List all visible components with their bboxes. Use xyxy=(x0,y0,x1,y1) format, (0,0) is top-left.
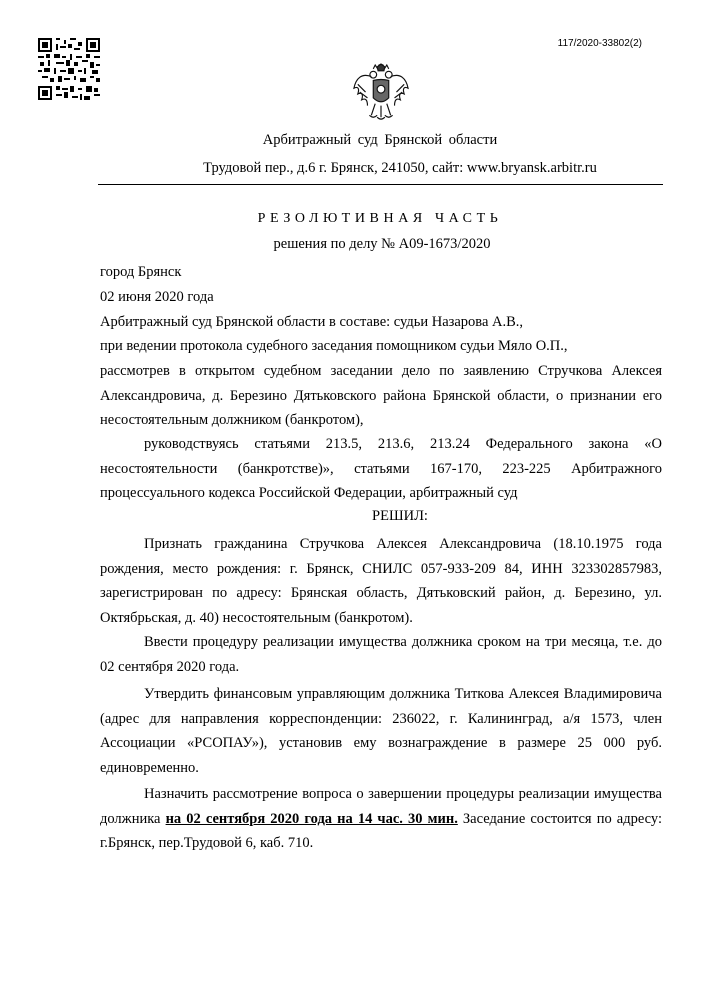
decision-hearing-schedule xyxy=(100,782,662,856)
court-composition: Арбитражный суд Брянской области в составе: судьи Назарова А.В., xyxy=(100,314,524,330)
decision-financial-manager: Утвердить финансовым управляющим должника Титкова Алексея Владимировича (адрес для направления корреспонденции: 236022, г. Калининград, а/я 1573, член Ассоциации «РСОПАУ»), установив ему вознаграждение в размере 25 000 руб. единовременно. xyxy=(100,686,662,776)
qr-code-icon xyxy=(38,38,100,100)
resolved-heading: РЕШИЛ: xyxy=(372,508,428,524)
hearing-datetime-highlight: на 02 сентября 2020 года на 14 час. 30 мин. xyxy=(165,810,458,827)
document-subtitle: решения по делу № А09-1673/2020 xyxy=(273,236,491,252)
decision-procedure-term: Ввести процедуру реализации имущества должника сроком на три месяца, т.е. до 02 сентября 2020 года. xyxy=(100,634,662,675)
russian-coat-of-arms-icon xyxy=(352,63,410,125)
document-reference-number: 117/2020-33802(2) xyxy=(557,38,642,49)
decision-bankruptcy: Признать гражданина Стручкова Алексея Александровича (18.10.1975 года рождения, место рождения: г. Брянск, СНИЛС 057-933-209 84, ИНН 323302857983, зарегистрирован по адресу: Брянская область, Дятьковский район, д. Березино, ул. Октябрьская, д. 40) несостоятельным (банкротом). xyxy=(100,536,662,626)
protocol-clerk: при ведении протокола судебного заседания помощником судьи Мяло О.П., xyxy=(100,338,568,354)
court-address: Трудовой пер., д.6 г. Брянск, 241050, сайт: www.bryansk.arbitr.ru xyxy=(203,160,597,176)
city: город Брянск xyxy=(100,264,182,280)
court-name: Арбитражный суд Брянской области xyxy=(262,132,498,148)
hearing-text-before: Назначить рассмотрение вопроса о завершении процедуры реализации имущества должника xyxy=(100,786,662,827)
hearing-description: рассмотрев в открытом судебном заседании дело по заявлению Стручкова Алексея Александровича, д. Березино Дятьковского района Брянской области, о признании его несостоятельным должником (банкротом), xyxy=(100,363,662,428)
decision-date: 02 июня 2020 года xyxy=(100,289,214,305)
legal-basis: руководствуясь статьями 213.5, 213.6, 213.24 Федерального закона «О несостоятельности (банкротстве)», статьями 167-170, 223-225 Арбитражного процессуального кодекса Российской Федерации, арбитражный суд xyxy=(100,436,662,501)
header-divider xyxy=(98,184,663,185)
hearing-text-after: Заседание состоится по адресу: г.Брянск, пер.Трудовой 6, каб. 710. xyxy=(100,810,662,851)
document-title: РЕЗОЛЮТИВНАЯ ЧАСТЬ xyxy=(257,211,503,226)
